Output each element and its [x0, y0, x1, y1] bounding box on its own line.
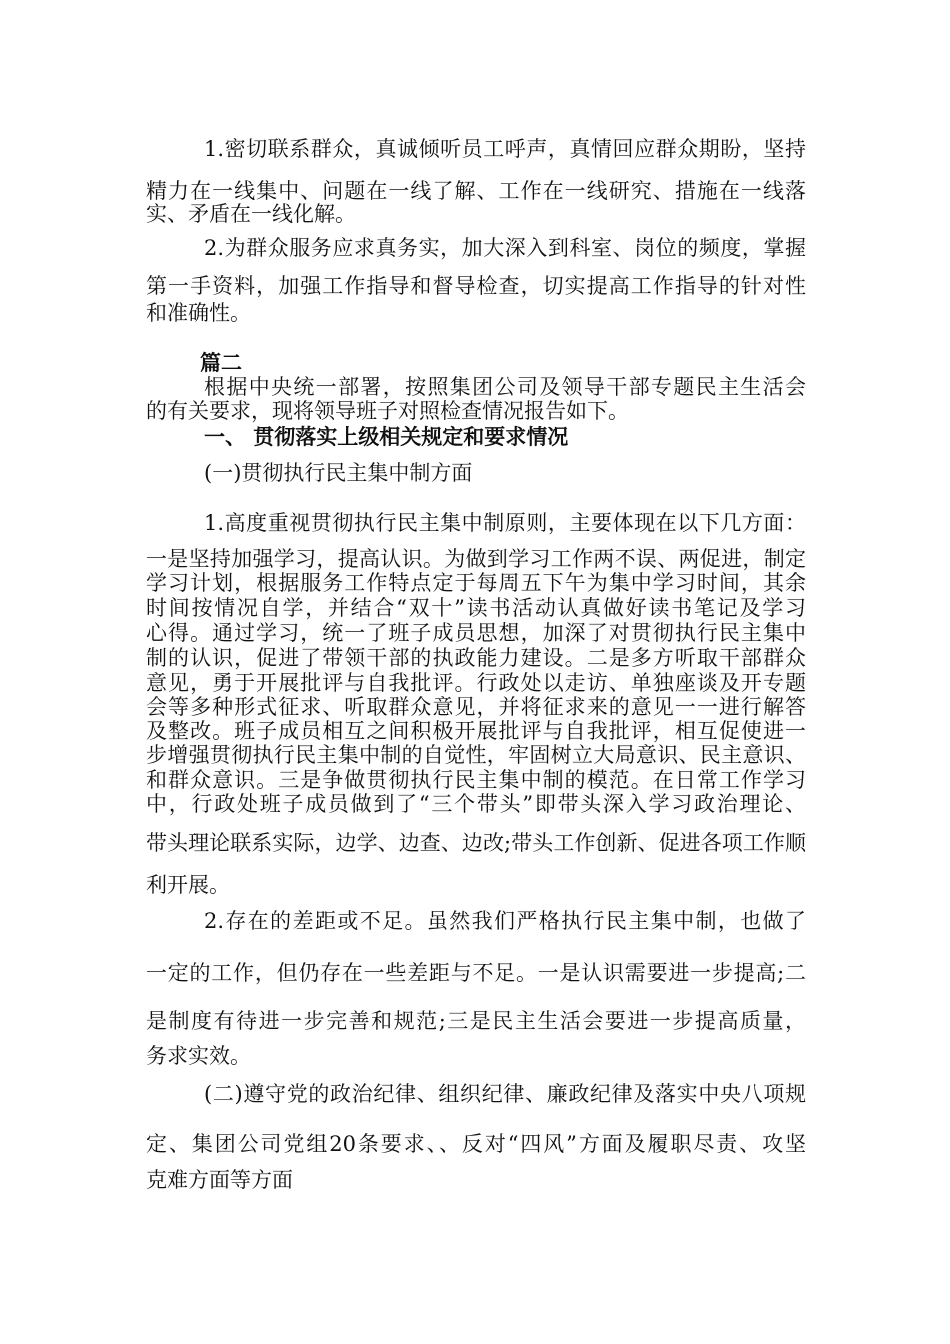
paragraph-line: 务求实效。	[146, 1044, 251, 1068]
paragraph-line: 1.高度重视贯彻执行民主集中制原则，主要体现在以下几方面：	[204, 511, 806, 535]
paragraph-line: 学习计划，根据服务工作特点定于每周五下午为集中学习时间，其余	[146, 571, 806, 595]
subsection-heading: (二)遵守党的政治纪律、组织纪律、廉政纪律及落实中央八项规	[204, 1082, 806, 1106]
section-heading: 一、 贯彻落实上级相关规定和要求情况	[204, 424, 569, 449]
part-title: 篇二	[200, 350, 242, 375]
paragraph-line: 2.存在的差距或不足。虽然我们严格执行民主集中制，也做了	[204, 909, 806, 933]
subsection-heading: (一)贯彻执行民主集中制方面	[204, 461, 473, 485]
paragraph-line: 根据中央统一部署，按照集团公司及领导干部专题民主生活会	[204, 375, 806, 399]
subsection-heading: 克难方面等方面	[146, 1168, 293, 1192]
paragraph-line: 一是坚持加强学习，提高认识。为做到学习工作两不误、两促进，制定	[146, 547, 806, 571]
paragraph-line: 制的认识，促进了带领干部的执政能力建设。二是多方听取干部群众	[146, 646, 806, 670]
paragraph-line: 一定的工作，但仍存在一些差距与不足。一是认识需要进一步提高;二	[146, 961, 806, 985]
paragraph-line: 及整改。班子成员相互之间积极开展批评与自我批评，相互促使进一	[146, 719, 806, 743]
paragraph-line: 是制度有待进一步完善和规范;三是民主生活会要进一步提高质量，	[146, 1009, 806, 1033]
paragraph-line: 实、矛盾在一线化解。	[146, 202, 356, 226]
paragraph-line: 步增强贯彻执行民主集中制的自觉性，牢固树立大局意识、民主意识、	[146, 743, 806, 767]
paragraph-line: 心得。通过学习，统一了班子成员思想，加深了对贯彻执行民主集中	[146, 621, 806, 645]
paragraph-line: 利开展。	[146, 873, 230, 897]
paragraph-line: 1.密切联系群众，真诚倾听员工呼声，真情回应群众期盼，坚持	[204, 137, 806, 161]
paragraph-line: 会等多种形式征求、听取群众意见，并将征求来的意见一一进行解答	[146, 695, 806, 719]
paragraph-line: 中，行政处班子成员做到了“三个带头”即带头深入学习政治理论、	[146, 792, 806, 816]
paragraph-line: 2.为群众服务应求真务实，加大深入到科室、岗位的频度，掌握	[204, 236, 806, 260]
paragraph-line: 的有关要求，现将领导班子对照检查情况报告如下。	[146, 399, 629, 423]
paragraph-line: 和准确性。	[146, 301, 251, 325]
subsection-heading: 定、集团公司党组20条要求、、反对“四风”方面及履职尽责、攻坚	[146, 1132, 806, 1156]
paragraph-line: 带头理论联系实际，边学、边查、边改;带头工作创新、促进各项工作顺	[146, 831, 806, 855]
paragraph-line: 和群众意识。三是争做贯彻执行民主集中制的模范。在日常工作学习	[146, 768, 806, 792]
paragraph-line: 意见，勇于开展批评与自我批评。行政处以走访、单独座谈及开专题	[146, 671, 806, 695]
paragraph-line: 精力在一线集中、问题在一线了解、工作在一线研究、措施在一线落	[146, 179, 806, 203]
paragraph-line: 时间按情况自学，并结合“双十”读书活动认真做好读书笔记及学习	[146, 596, 806, 620]
paragraph-line: 第一手资料，加强工作指导和督导检查，切实提高工作指导的针对性	[146, 274, 806, 298]
